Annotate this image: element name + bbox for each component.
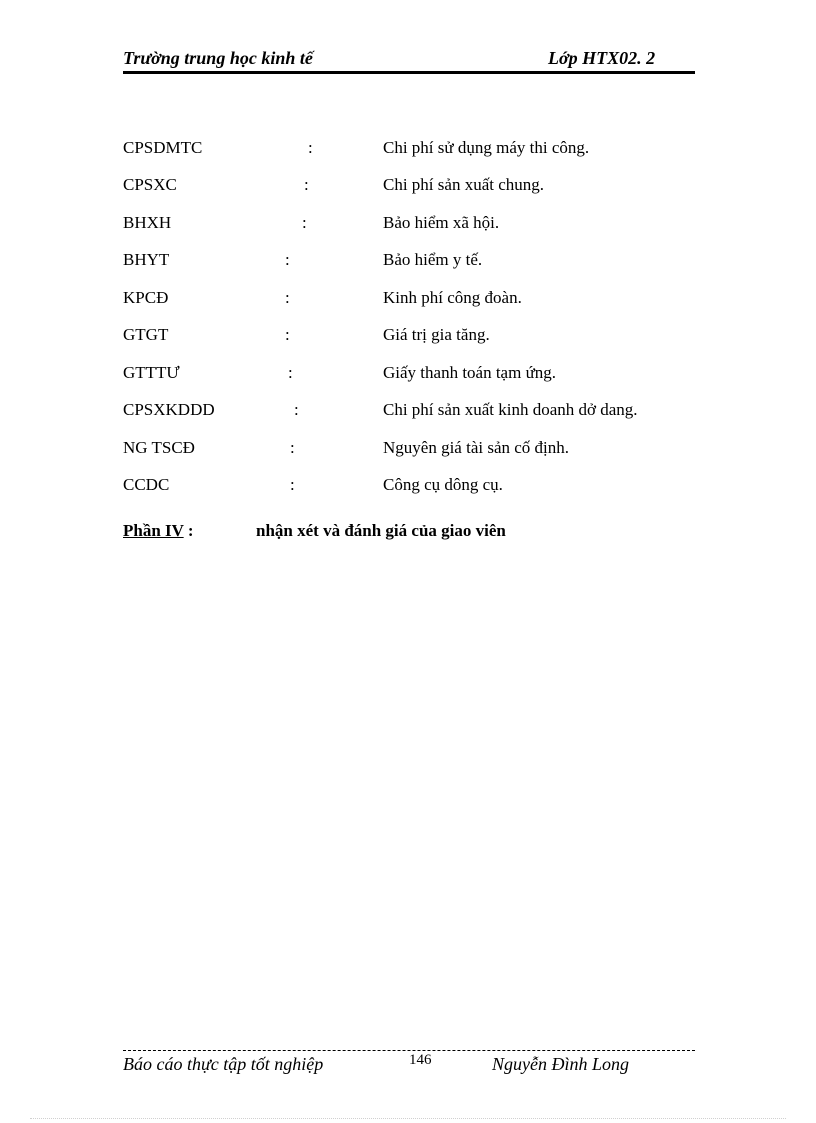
page-bottom-border xyxy=(30,1118,786,1119)
abbreviation-term: CCDC xyxy=(123,475,170,494)
abbreviation-colon: : xyxy=(308,138,313,157)
abbreviation-colon: : xyxy=(290,475,295,494)
abbreviation-colon: : xyxy=(285,250,290,269)
abbreviation-row xyxy=(123,250,683,274)
footer-author: Nguyễn Đình Long xyxy=(492,1054,629,1074)
abbreviation-definition: Bảo hiểm y tế. xyxy=(383,250,483,269)
abbreviation-definition: Giấy thanh toán tạm ứng. xyxy=(383,363,557,382)
section-label-text: Phần IV xyxy=(123,521,184,540)
abbreviation-term: BHXH xyxy=(123,213,172,232)
abbreviation-colon: : xyxy=(285,325,290,344)
abbreviation-colon: : xyxy=(290,438,295,457)
page-number: 146 xyxy=(409,1052,432,1068)
header-school: Trường trung học kinh tế xyxy=(123,48,313,68)
abbreviation-definition: Chi phí sản xuất kinh doanh dở dang. xyxy=(383,400,638,419)
abbreviation-term: CPSXC xyxy=(123,175,177,194)
abbreviation-colon: : xyxy=(294,400,299,419)
abbreviation-definition: Giá trị gia tăng. xyxy=(383,325,490,344)
abbreviation-definition: Chi phí sử dụng máy thi công. xyxy=(383,138,590,157)
abbreviation-term: BHYT xyxy=(123,250,170,269)
section-title: nhận xét và đánh giá của giao viên xyxy=(256,521,506,540)
abbreviation-row xyxy=(123,138,683,162)
section-separator: : xyxy=(183,521,194,540)
abbreviation-colon: : xyxy=(285,288,290,307)
abbreviation-term: GTTTƯ xyxy=(123,363,180,382)
abbreviation-term: NG TSCĐ xyxy=(123,438,195,457)
abbreviation-row xyxy=(123,288,683,312)
abbreviation-row xyxy=(123,363,683,387)
abbreviation-term: KPCĐ xyxy=(123,288,169,307)
abbreviation-term: GTGT xyxy=(123,325,169,344)
abbreviation-definition: Bảo hiểm xã hội. xyxy=(383,213,500,232)
abbreviation-term: CPSDMTC xyxy=(123,138,203,157)
section-label xyxy=(123,521,194,541)
header-rule xyxy=(123,71,695,74)
abbreviation-colon: : xyxy=(288,363,293,382)
page-header xyxy=(123,48,695,72)
abbreviation-definition: Kinh phí công đoàn. xyxy=(383,288,522,307)
abbreviation-row xyxy=(123,325,683,349)
abbreviation-row xyxy=(123,400,683,424)
abbreviation-row xyxy=(123,175,683,199)
abbreviation-row xyxy=(123,475,683,499)
header-class: Lớp HTX02. 2 xyxy=(548,48,656,68)
abbreviation-colon: : xyxy=(302,213,307,232)
footer-report-title: Báo cáo thực tập tốt nghiệp xyxy=(123,1054,324,1074)
footer-rule xyxy=(123,1050,695,1051)
abbreviation-definition: Chi phí sản xuất chung. xyxy=(383,175,545,194)
abbreviation-row xyxy=(123,438,683,462)
abbreviation-row xyxy=(123,213,683,237)
abbreviation-term: CPSXKDDD xyxy=(123,400,215,419)
abbreviation-definition: Công cụ dông cụ. xyxy=(383,475,503,494)
abbreviation-colon: : xyxy=(304,175,309,194)
abbreviation-definition: Nguyên giá tài sản cố định. xyxy=(383,438,570,457)
